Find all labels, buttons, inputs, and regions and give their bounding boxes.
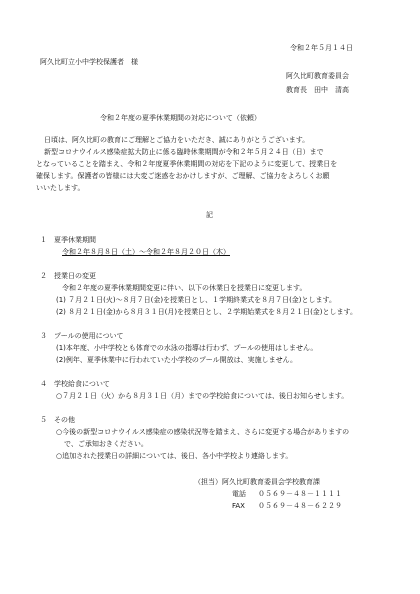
section-5-item-1-cont: で、ご承知おきください。 (64, 440, 148, 448)
section-2-heading: ２ 授業日の変更 (40, 272, 96, 280)
intro-line-4: 確保します。保護者の皆様には大変ご迷惑をおかけしますが、ご理解、ご協力をよろしくお願 (36, 172, 330, 180)
section-1-heading: １ 夏季休業期間 (40, 236, 96, 244)
section-3-item-1: (1)本年度、小中学校とも体育での水泳の指導は行わず、プールの使用はしません。 (56, 344, 318, 352)
sender-name: 教育長 田中 清高 (286, 86, 349, 94)
contact-office: （担当）阿久比町教育委員会学校教育課 (194, 478, 320, 486)
document-title: 令和２年度の夏季休業期間の対応について（依頼） (100, 114, 261, 122)
section-2-item-2: (2) ８月２１日(金)から８月３１日(月)を授業日とし、２学期始業式を８月２１日(金)とします。 (56, 308, 357, 316)
section-5-item-1: ○今後の新型コロナウイルス感染症の感染状況等を踏まえ、さらに変更する場合がありますの (56, 428, 350, 436)
sender-organization: 阿久比町教育委員会 (286, 72, 349, 80)
addressee: 阿久比町立小中学校保護者 様 (40, 58, 138, 66)
intro-line-1: 日頃は、阿久比町の教育にご理解とご協力をいただき、誠にありがとうございます。 (44, 136, 310, 144)
section-3-item-2: (2)例年、夏季休業中に行われていた小学校のプール開放は、実施しません。 (56, 356, 297, 364)
fax-number: ０５６９－４８－６２２９ (258, 502, 342, 510)
phone-number: ０５６９－４８－１１１１ (258, 490, 342, 498)
section-4-heading: ４ 学校給食について (40, 380, 110, 388)
intro-line-2: 新型コロナウイルス感染症拡大防止に係る臨時休業期間が令和２年５月２４日（日）まで (44, 148, 324, 156)
summer-break-period: 令和２年８月８日（土）～令和２年８月２０日（木） (62, 248, 230, 256)
phone-label: 電話 (232, 490, 246, 498)
fax-label: FAX (232, 502, 245, 510)
section-5-item-2: ○追加された授業日の詳細については、後日、各小中学校より連絡します。 (56, 452, 293, 460)
intro-line-3: となっていることを踏まえ、令和２年度夏季休業期間の対応を下記のように変更して、授業日を (36, 160, 338, 168)
ki-marker: 記 (206, 211, 213, 219)
section-2-line-1: 令和２年度の夏季休業期間変更に伴い、以下の休業日を授業日に変更します。 (62, 284, 307, 292)
section-4-item-1: ○７月２１日（火）から８月３１日（月）までの学校給食については、後日お知らせします。 (56, 392, 349, 400)
section-3-heading: ３ プールの使用について (40, 332, 124, 340)
section-5-heading: ５ その他 (40, 416, 75, 424)
section-2-item-1: (1) ７月２１日(火)～８月７日(金)を授業日とし、１学期終業式を８月７日(金)とします。 (56, 296, 336, 304)
issue-date: 令和２年５月１４日 (290, 44, 353, 52)
intro-line-5: いいたします。 (36, 184, 85, 192)
